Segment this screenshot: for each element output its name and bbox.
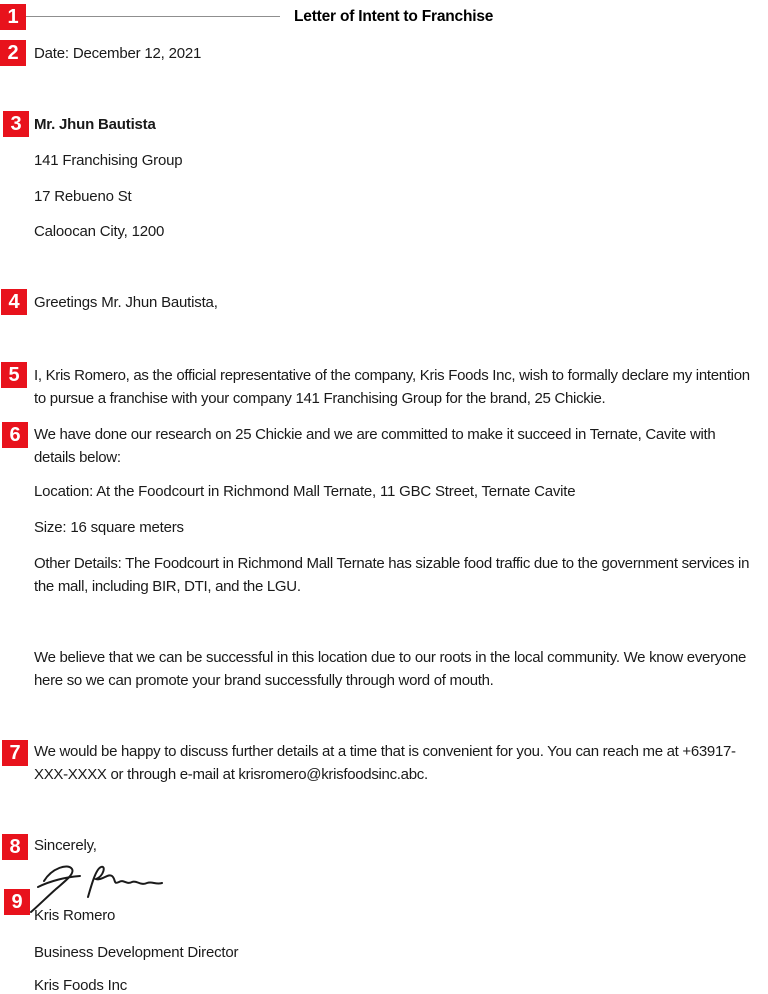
som-marker-9[interactable]: 9 — [4, 889, 30, 915]
som-marker-7[interactable]: 7 — [2, 740, 28, 766]
som-marker-6[interactable]: 6 — [2, 422, 28, 448]
paragraph-other-details: Other Details: The Foodcourt in Richmond Mall Ternate has sizable food traffic due to the government services in the mall, including BIR, DTI, and the LGU. — [34, 555, 750, 595]
title-divider-line — [23, 16, 280, 17]
som-marker-4[interactable]: 4 — [1, 289, 27, 315]
signer-company: Kris Foods Inc — [34, 977, 128, 994]
som-marker-1[interactable]: 1 — [0, 4, 26, 30]
paragraph-size: Size: 16 square meters — [34, 519, 184, 536]
page-title: Letter of Intent to Franchise — [294, 8, 494, 25]
signer-name: Kris Romero — [34, 907, 116, 924]
som-marker-2[interactable]: 2 — [0, 40, 26, 66]
recipient-name: Mr. Jhun Bautista — [34, 116, 156, 133]
som-marker-3[interactable]: 3 — [3, 111, 29, 137]
paragraph-intro: I, Kris Romero, as the official representative of the company, Kris Foods Inc, wish to formally declare my intention to pursue a franchise with your company 141 Franchising Group for the brand, 25 Chickie. — [34, 367, 750, 407]
recipient-city: Caloocan City, 1200 — [34, 223, 165, 240]
date-line: Date: December 12, 2021 — [34, 45, 202, 62]
recipient-street: 17 Rebueno St — [34, 188, 132, 205]
signer-title: Business Development Director — [34, 944, 239, 961]
paragraph-research: We have done our research on 25 Chickie and we are committed to make it succeed in Ternate, Cavite with details below: — [34, 426, 716, 466]
recipient-company: 141 Franchising Group — [34, 152, 183, 169]
closing-line: Sincerely, — [34, 837, 97, 854]
som-marker-5[interactable]: 5 — [1, 362, 27, 388]
paragraph-belief: We believe that we can be successful in this location due to our roots in the local community. We know everyone here so we can promote your brand successfully through word of mouth. — [34, 649, 747, 689]
greeting-line: Greetings Mr. Jhun Bautista, — [34, 294, 218, 311]
paragraph-contact: We would be happy to discuss further details at a time that is convenient for you. You can reach me at +63917-XXX-XXXX or through e-mail at krisromero@krisfoodsinc.abc. — [34, 743, 736, 783]
signature-image — [28, 860, 168, 914]
som-marker-8[interactable]: 8 — [2, 834, 28, 860]
paragraph-location: Location: At the Foodcourt in Richmond Mall Ternate, 11 GBC Street, Ternate Cavite — [34, 483, 576, 500]
